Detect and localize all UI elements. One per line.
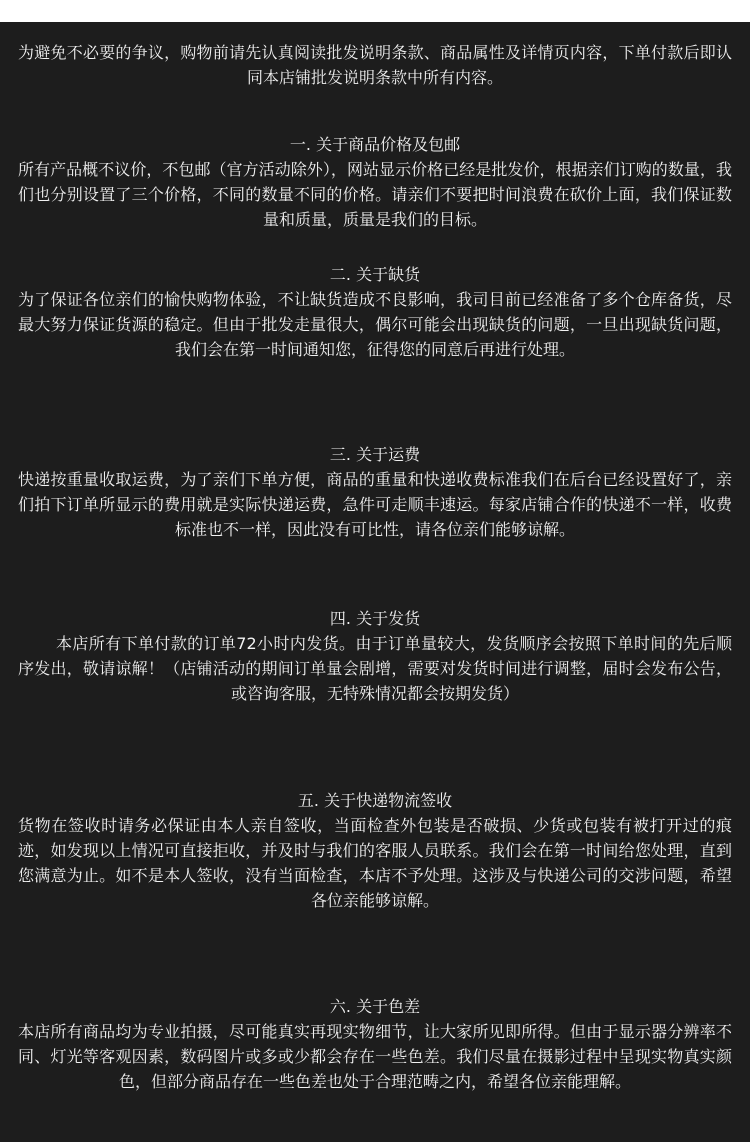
wholesale-terms-panel: [0, 22, 750, 1142]
section-body-receipt: 货物在签收时请务必保证由本人亲自签收，当面检查外包装是否破损、少货或包装有被打开过的痕迹，如发现以上情况可直接拒收，并及时与我们的客服人员联系。我们会在第一时间给您处理，直到您满意为止。如不是本人签收，没有当面检查，本店不予处理。这涉及与快递公司的交涉问题，希望各位亲能够谅解。: [18, 816, 732, 910]
section-color: [18, 994, 732, 1094]
section-title-receipt: 五. 关于快递物流签收: [297, 791, 453, 810]
section-shipping-fee: [18, 442, 732, 542]
section-stock: [18, 262, 732, 362]
section-title-delivery: 四. 关于发货: [329, 609, 421, 628]
section-delivery: [18, 606, 732, 706]
section-body-price: 所有产品概不议价，不包邮（官方活动除外），网站显示价格已经是批发价，根据亲们订购的数量，我们也分别设置了三个价格，不同的数量不同的价格。请亲们不要把时间浪费在砍价上面，我们保证数量和质量，质量是我们的目标。: [18, 160, 732, 229]
section-title-shipping-fee: 三. 关于运费: [329, 445, 421, 464]
section-receipt: [18, 788, 732, 913]
section-title-color: 六. 关于色差: [329, 997, 421, 1016]
section-title-stock: 二. 关于缺货: [329, 265, 421, 284]
intro-text: 为避免不必要的争议，购物前请先认真阅读批发说明条款、商品属性及详情页内容，下单付款后即认同本店铺批发说明条款中所有内容。: [18, 43, 732, 87]
section-body-color: 本店所有商品均为专业拍摄，尽可能真实再现实物细节，让大家所见即所得。但由于显示器分辨率不同、灯光等客观因素，数码图片或多或少都会存在一些色差。我们尽量在摄影过程中呈现实物真实颜色，但部分商品存在一些色差也处于合理范畴之内，希望各位亲能理解。: [18, 1022, 732, 1091]
section-body-stock: 为了保证各位亲们的愉快购物体验，不让缺货造成不良影响，我司目前已经准备了多个仓库备货，尽最大努力保证货源的稳定。但由于批发走量很大，偶尔可能会出现缺货的问题，一旦出现缺货问题，我们会在第一时间通知您，征得您的同意后再进行处理。: [18, 290, 732, 359]
section-body-delivery: 本店所有下单付款的订单72小时内发货。由于订单量较大，发货顺序会按照下单时间的先后顺序发出，敬请谅解！（店铺活动的期间订单量会剧增，需要对发货时间进行调整，届时会发布公告，或咨询客服，无特殊情况都会按期发货）: [18, 634, 732, 703]
section-body-shipping-fee: 快递按重量收取运费，为了亲们下单方便，商品的重量和快递收费标准我们在后台已经设置好了，亲们拍下订单所显示的费用就是实际快递运费，急件可走顺丰速运。每家店铺合作的快递不一样，收费标准也不一样，因此没有可比性，请各位亲们能够谅解。: [18, 470, 732, 539]
intro-block: [18, 40, 732, 90]
section-title-price: 一. 关于商品价格及包邮: [289, 135, 461, 154]
section-price: [18, 132, 732, 232]
